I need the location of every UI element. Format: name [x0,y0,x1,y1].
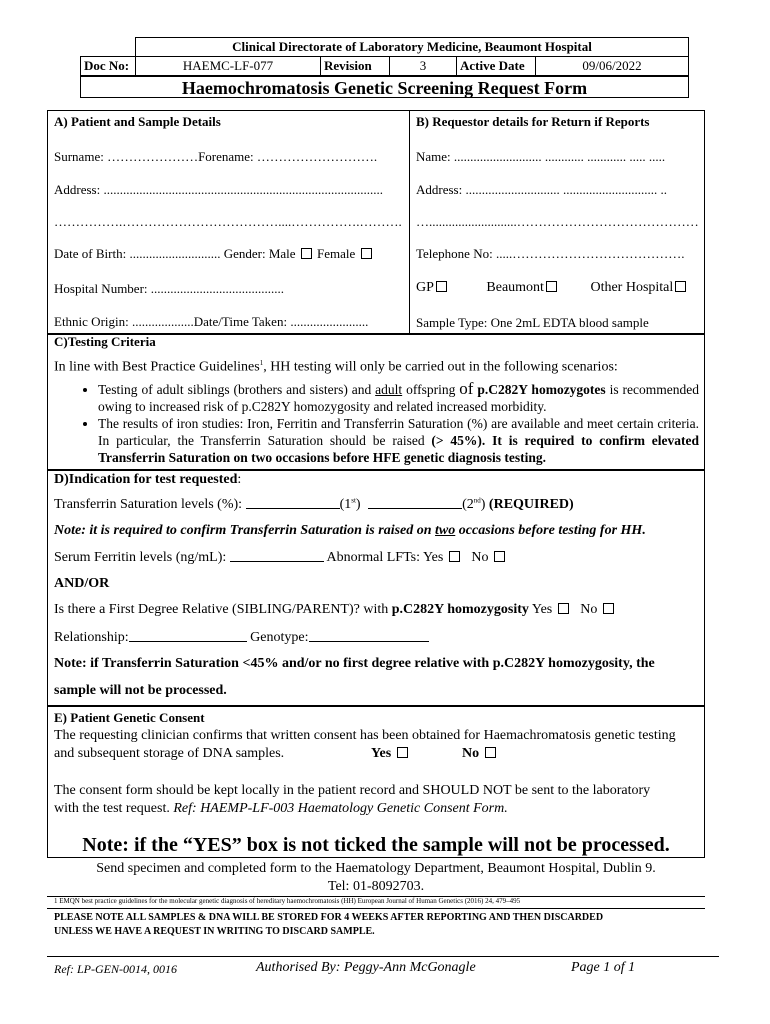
beaumont-label: Beaumont [486,280,544,295]
relative-yes-checkbox[interactable] [558,603,569,614]
female-label: Female [317,246,356,261]
consent-line-2: and subsequent storage of DNA samples. Yes No [54,746,694,762]
consent-yes: Yes [371,746,410,762]
section-c-heading: C)Testing Criteria [54,334,156,349]
consent-no-checkbox[interactable] [485,747,496,758]
requestor-type-row [416,280,701,296]
beaumont-checkbox[interactable] [546,281,557,292]
consent-form-line-1: The consent form should be kept locally in the patient record and SHOULD NOT be sent to the laboratory [54,783,651,798]
criteria-intro: In line with Best Practice Guidelines$^1$, HH testing will only be carried out in the following scenarios: [54,359,618,375]
criteria-item-iron-studies: • The results of iron studies: Iron, Ferritin and Transferrin Saturation (%) are available and meet certain criteria. In particular, the Transferrin Saturation should be raised (> 45%). It is required to confirm elevated Transferrin Saturation on two occasions before HFE genetic diagnosis testing. [98,415,699,466]
sample-type: Sample Type: One 2mL EDTA blood sample [416,315,649,330]
requestor-name-field[interactable]: Name: ........................... ............ ............ ..... ..... [416,149,666,164]
gp-label: GP [416,280,434,295]
footer-divider [47,956,719,957]
consent-yes-checkbox[interactable] [397,747,408,758]
gp-checkbox[interactable] [436,281,447,292]
genotype-input[interactable] [309,629,429,642]
storage-note-1: PLEASE NOTE ALL SAMPLES & DNA WILL BE STORED FOR 4 WEEKS AFTER REPORTING AND THEN DISCARDED [54,912,604,923]
note-not-processed: Note: if Transferrin Saturation <45% and/or no first degree relative with p.C282Y homozygosity, the [54,656,655,671]
other-hospital-label: Other Hospital [590,280,674,295]
directorate: Clinical Directorate of Laboratory Medicine, Beaumont Hospital [136,38,689,57]
send-specimen: Send specimen and completed form to the Haematology Department, Beaumont Hospital, Dublin 9. [96,861,656,876]
dob-field[interactable]: Date of Birth: ............................ Gender: Male [54,246,296,261]
storage-note-2: UNLESS WE HAVE A REQUEST IN WRITING TO DISCARD SAMPLE. [54,926,375,937]
note-two-occasions: Note: it is required to confirm Transferrin Saturation is raised on two occasions before testing for HH. [54,523,646,538]
authorised-by: Authorised By: Peggy-Ann McGonagle [256,960,476,975]
ethnic-origin-field[interactable]: Ethnic Origin: ...................Date/Time Taken: ........................ [54,314,369,329]
relationship-input[interactable] [129,629,247,642]
header-table [80,37,689,76]
tsat-2nd-input[interactable] [368,496,462,509]
requestor-address-field-2[interactable]: …...........................…………………………………… [416,214,699,229]
section-d-heading: D)Indication for test requested: [54,472,242,487]
hospital-number-field[interactable]: Hospital Number: ......................................... [54,281,285,296]
surname-field[interactable]: Surname: …………………Forename: ………………………. [54,149,378,164]
consent-line-1: The requesting clinician confirms that written consent has been obtained for Haemachromatosis genetic testing [54,728,676,743]
active-date: 09/06/2022 [536,57,689,76]
form-title: Haemochromatosis Genetic Screening Request Form [80,76,689,98]
big-note: Note: if the “YES” box is not ticked the sample will not be processed. [82,834,670,856]
consent-no: No [462,746,498,762]
ferritin-input[interactable] [230,549,324,562]
consent-form-line-2: with the test request. Ref: HAEMP-LF-003 Haematology Genetic Consent Form. [54,801,508,816]
telephone-footer: Tel: 01-8092703. [327,879,425,894]
criteria-list [54,380,699,466]
section-a-heading: A) Patient and Sample Details [54,114,221,129]
and-or: AND/OR [54,576,110,591]
footer-ref: Ref: LP-GEN-0014, 0016 [54,962,177,976]
revision-label: Revision [321,57,390,76]
relationship-row: Relationship: Genotype: [54,629,429,646]
lft-no-checkbox[interactable] [494,551,505,562]
note-not-processed-2: sample will not be processed. [54,683,227,698]
patient-address-field-2[interactable]: …………….………………………………....…………….………. [54,214,402,229]
female-checkbox[interactable] [361,248,372,259]
other-hospital-checkbox[interactable] [675,281,686,292]
telephone-field[interactable]: Telephone No: .....…………………………………. [416,246,685,261]
page-number: Page 1 of 1 [571,960,636,975]
revision: 3 [390,57,457,76]
criteria-item-siblings: • Testing of adult siblings (brothers and sisters) and adult offspring of p.C282Y homozygotes is recommended owing to increased risk of p.C282Y homozygosity and related increased morbidity. [98,380,699,415]
required-label: (REQUIRED) [488,497,574,512]
male-checkbox[interactable] [301,248,312,259]
section-divider [409,110,410,334]
doc-no-label: Doc No: [81,57,136,76]
relative-no-checkbox[interactable] [603,603,614,614]
lft-yes-checkbox[interactable] [449,551,460,562]
please-divider [47,908,705,909]
relative-row: Is there a First Degree Relative (SIBLING/PARENT)? with p.C282Y homozygosity Yes No [54,602,616,618]
doc-no: HAEMC-LF-077 [136,57,321,76]
requestor-address-field[interactable]: Address: ............................. ............................. .. [416,182,667,197]
ferritin-row: Serum Ferritin levels (ng/mL): Abnormal LFTs: Yes No [54,549,507,566]
patient-address-field[interactable]: Address: ...................................................................................... [54,182,383,197]
active-date-label: Active Date [457,57,536,76]
footnote: 1 EMQN best practice guidelines for the molecular genetic diagnosis of hereditary haemochromatosis (HH) European Journal of Human Genetics (2016) 24, 479–495 [54,897,521,905]
tsat-row: Transferrin Saturation levels (%): (1st) (2nd) (REQUIRED) [54,496,574,512]
dob-gender-row [54,246,374,262]
section-b-heading: B) Requestor details for Return if Reports [416,114,650,129]
tsat-1st-input[interactable] [246,496,340,509]
section-e-heading: E) Patient Genetic Consent [54,710,205,725]
